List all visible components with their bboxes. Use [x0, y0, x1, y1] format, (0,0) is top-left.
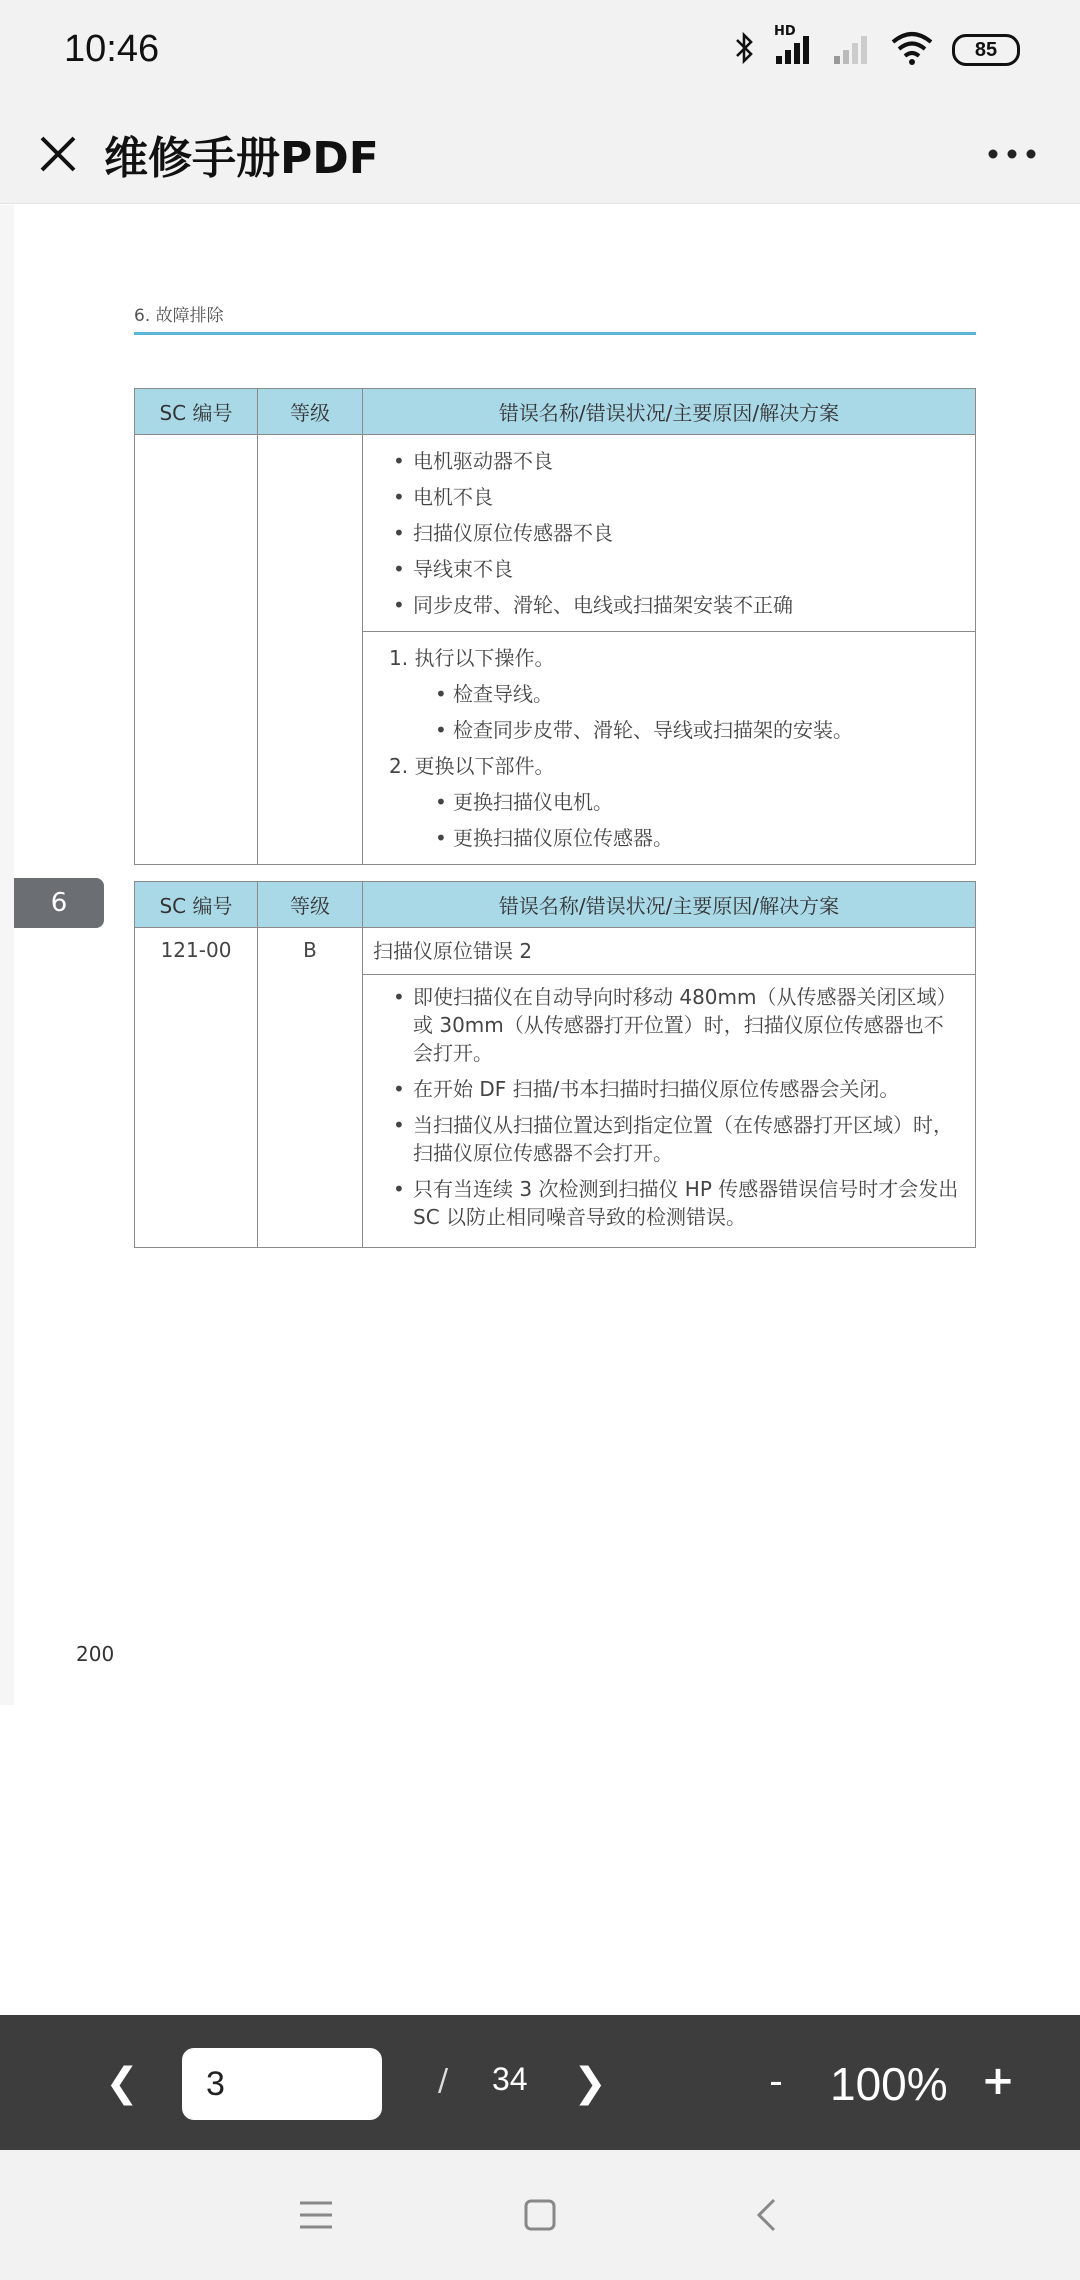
header-description: 错误名称/错误状况/主要原因/解决方案 — [363, 882, 976, 928]
page-number-input[interactable] — [182, 2048, 382, 2120]
title-bar — [0, 104, 1080, 204]
status-bar — [0, 0, 1080, 104]
list-item: • 检查同步皮带、滑轮、导线或扫描架的安装。 — [435, 712, 963, 748]
list-item: • 更换扫描仪电机。 — [435, 784, 963, 820]
battery-level: 85 — [974, 38, 998, 61]
menu-icon — [298, 2200, 334, 2230]
pager-toolbar — [0, 2015, 1080, 2150]
prev-page-button[interactable]: ❮ — [105, 2060, 139, 2106]
list-item: • 在开始 DF 扫描/书本扫描时扫描仪原位传感器会关闭。 — [393, 1075, 963, 1103]
solution-steps — [363, 632, 975, 864]
list-item: • 导线束不良 — [393, 551, 963, 587]
step-label: 2. 更换以下部件。 — [389, 754, 555, 778]
sc-table-2 — [134, 881, 976, 1248]
list-item: • 更换扫描仪原位传感器。 — [435, 820, 963, 856]
pdf-viewer[interactable] — [0, 205, 1080, 2015]
header-sc-code: SC 编号 — [135, 389, 258, 435]
conditions-list — [363, 975, 975, 1247]
total-pages: 34 — [492, 2061, 528, 2097]
list-item: • 扫描仪原位传感器不良 — [393, 515, 963, 551]
sc-table-1 — [134, 388, 976, 865]
table-header-row — [135, 389, 976, 435]
next-page-button[interactable]: ❯ — [573, 2060, 607, 2106]
list-item: • 同步皮带、滑轮、电线或扫描架安装不正确 — [393, 587, 963, 623]
table-row — [135, 928, 976, 975]
header-level: 等级 — [258, 882, 363, 928]
chapter-tab: 6 — [14, 878, 104, 928]
level-cell: B — [258, 928, 363, 1248]
signal-weak-icon — [832, 30, 872, 70]
status-time: 10:46 — [64, 28, 160, 70]
step-item — [389, 640, 963, 748]
causes-cell — [363, 435, 976, 632]
list-item: • 电机驱动器不良 — [393, 443, 963, 479]
back-button[interactable] — [736, 2185, 796, 2245]
step-substeps — [389, 676, 963, 748]
signal-strong-icon — [774, 24, 814, 70]
list-item: • 当扫描仪从扫描位置达到指定位置（在传感器打开区域）时，扫描仪原位传感器不会打开。 — [393, 1111, 963, 1167]
zoom-in-button[interactable]: + — [981, 2058, 1015, 2104]
error-name-cell: 扫描仪原位错误 2 — [363, 928, 976, 975]
list-item: • 即使扫描仪在自动导向时移动 480mm（从传感器关闭区域）或 30mm（从传感器打开位置）时，扫描仪原位传感器也不会打开。 — [393, 983, 963, 1067]
table-row — [135, 435, 976, 632]
system-nav-bar — [0, 2150, 1080, 2280]
page-number: 200 — [76, 1642, 115, 1666]
step-label: 1. 执行以下操作。 — [389, 646, 555, 670]
step-substeps — [389, 784, 963, 856]
more-icon — [987, 148, 1037, 160]
pdf-page — [0, 205, 1080, 1705]
close-icon — [38, 134, 78, 174]
table-header-row — [135, 882, 976, 928]
step-item — [389, 748, 963, 856]
list-item: • 电机不良 — [393, 479, 963, 515]
sc-code-cell — [135, 435, 258, 865]
page-title: 维修手册PDF — [104, 133, 379, 184]
list-item: • 只有当连续 3 次检测到扫描仪 HP 传感器错误信号时才会发出 SC 以防止相同噪音导致的检测错误。 — [393, 1175, 963, 1231]
level-cell — [258, 435, 363, 865]
network-label: HD — [774, 24, 796, 39]
home-icon — [523, 2198, 557, 2232]
menu-button[interactable] — [286, 2185, 346, 2245]
header-description: 错误名称/错误状况/主要原因/解决方案 — [363, 389, 976, 435]
close-button[interactable] — [28, 124, 88, 184]
zoom-out-button[interactable]: - — [769, 2059, 783, 2103]
battery-icon — [952, 34, 1020, 66]
more-options-button[interactable] — [980, 126, 1044, 182]
causes-list — [363, 435, 975, 631]
zoom-level: 100% — [830, 2058, 948, 2110]
status-icons — [734, 26, 1020, 74]
header-sc-code: SC 编号 — [135, 882, 258, 928]
conditions-cell — [363, 975, 976, 1248]
page-separator: / — [438, 2063, 449, 2098]
section-header: 6. 故障排除 — [134, 301, 976, 335]
wifi-icon — [890, 30, 934, 70]
solution-cell — [363, 632, 976, 865]
sc-code-cell: 121-00 — [135, 928, 258, 1248]
header-level: 等级 — [258, 389, 363, 435]
list-item: • 检查导线。 — [435, 676, 963, 712]
back-icon — [754, 2197, 778, 2233]
bluetooth-icon — [734, 30, 756, 70]
home-button[interactable] — [510, 2185, 570, 2245]
